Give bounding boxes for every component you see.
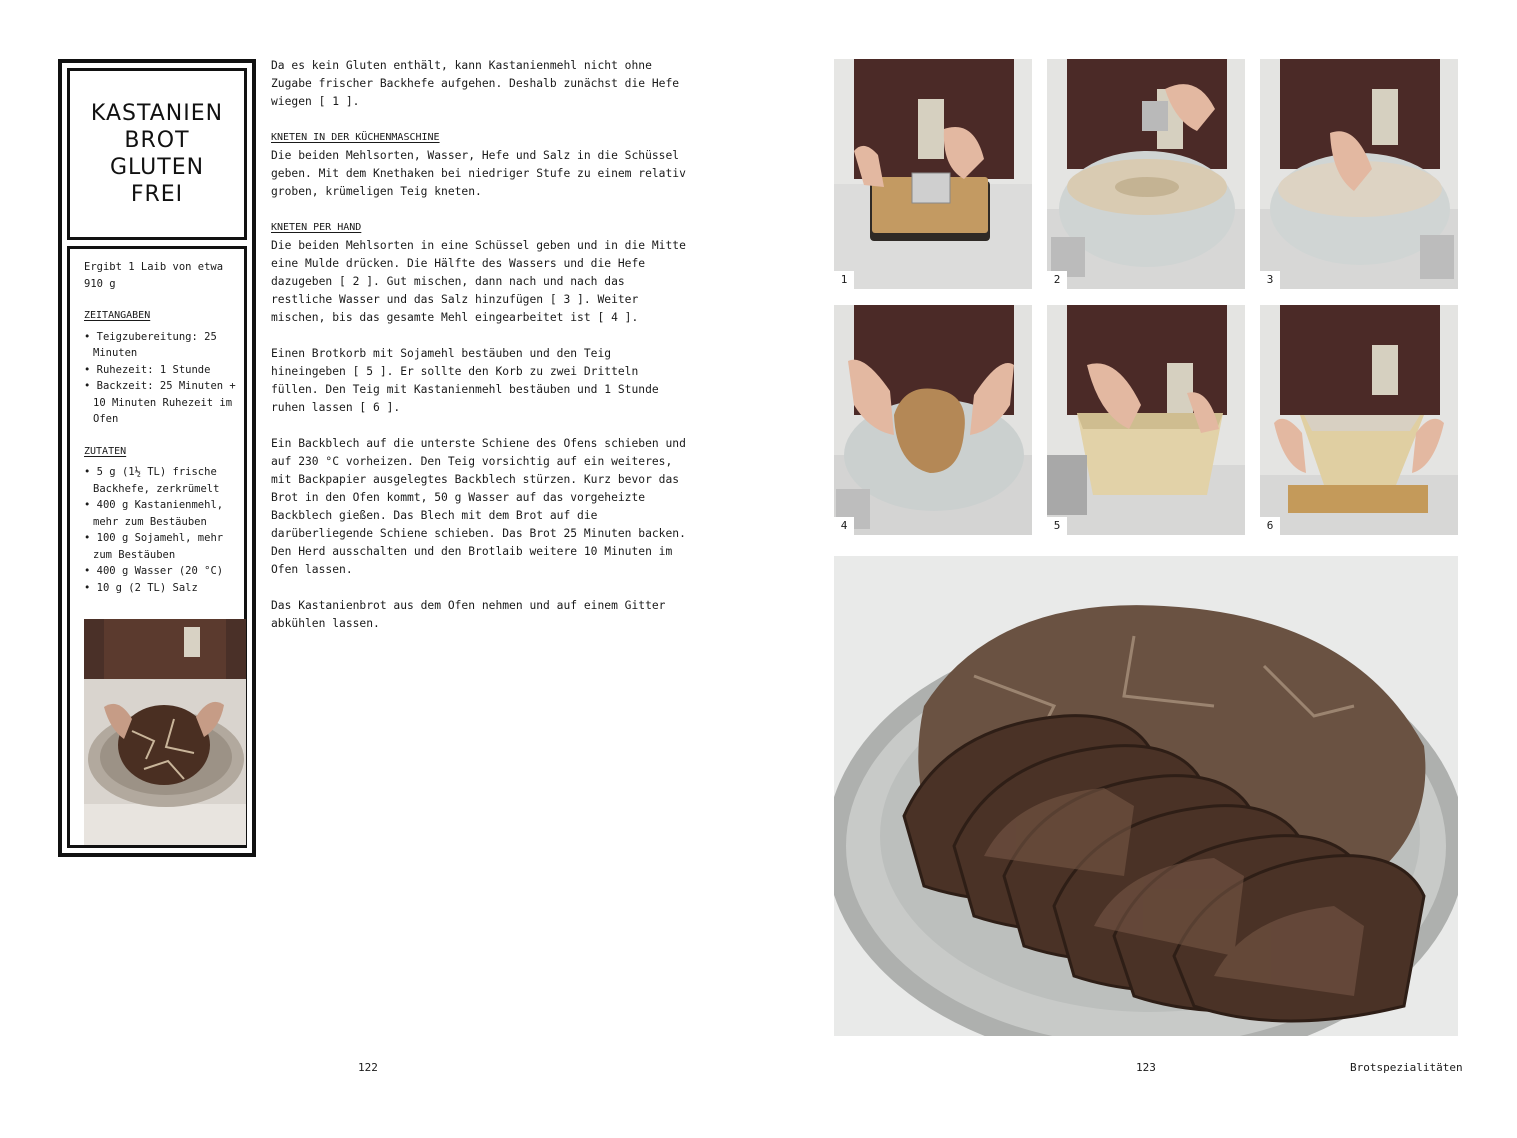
step-photo-6: [1260, 305, 1458, 535]
list-item: • 10 g (2 TL) Salz: [84, 580, 238, 597]
step-photo-3: [1260, 59, 1458, 289]
step-number: 2: [1047, 271, 1067, 289]
step-photo-5: [1047, 305, 1245, 535]
times-heading: ZEITANGABEN: [84, 310, 151, 321]
instructions-column: [271, 57, 687, 651]
basket-paragraph: Einen Brotkorb mit Sojamehl bestäuben und den Teig hineingeben [ 5 ]. Er sollte den Korb zu zwei Dritteln füllen. Den Teig mit Kastanienmehl bestäuben und 1 Stunde ruhen lassen [ 6 ].: [271, 347, 659, 414]
recipe-info: [84, 259, 238, 612]
list-item: • 400 g Kastanienmehl, mehr zum Bestäuben: [84, 497, 238, 530]
section-title: Brotspezialitäten: [1350, 1061, 1463, 1074]
recipe-title: KASTANIEN BROT GLUTEN FREI: [90, 101, 224, 207]
step-number: 3: [1260, 271, 1280, 289]
recipe-sidebar: [58, 59, 256, 857]
list-item: • 400 g Wasser (20 °C): [84, 563, 238, 580]
step-photo-1: [834, 59, 1032, 289]
list-item: • Backzeit: 25 Minuten + 10 Minuten Ruhezeit im Ofen: [84, 378, 238, 428]
ingredients-list: [84, 464, 238, 596]
list-item: • 100 g Sojamehl, mehr zum Bestäuben: [84, 530, 238, 563]
list-item: • Teigzubereitung: 25 Minuten: [84, 329, 238, 362]
step-number: 4: [834, 517, 854, 535]
bake-paragraph: Ein Backblech auf die unterste Schiene des Ofens schieben und auf 230 °C vorheizen. Den Teig vorsichtig auf ein weiteres, mit Backpapier ausgelegtes Backblech stürzen. Kurz bevor das Brot in den Ofen kommt, 50 g Wasser auf das vorgeheizte Backblech gießen. Das Blech mit dem Brot auf die darüberliegende Schiene schieben. Das Brot 25 Minuten backen. Den Herd ausschalten und den Brotlaib weitere 10 Minuten im Ofen lassen.: [271, 437, 686, 576]
sliced-bread-photo: [834, 556, 1458, 1036]
list-item: • Ruhezeit: 1 Stunde: [84, 362, 238, 379]
step-photo-2: [1047, 59, 1245, 289]
page-number-left: 122: [358, 1061, 378, 1074]
step-number: 1: [834, 271, 854, 289]
step-number: 6: [1260, 517, 1280, 535]
hand-paragraph: Die beiden Mehlsorten in eine Schüssel geben und in die Mitte eine Mulde drücken. Die Hälfte des Wassers und die Hefe dazugeben [ 2 ]. Gut mischen, dann nach und nach das restliche Wasser und das Salz hinzufügen [ 3 ]. Weiter mischen, bis das gesamte Mehl eingearbeitet ist [ 4 ].: [271, 239, 686, 324]
cool-paragraph: Das Kastanienbrot aus dem Ofen nehmen und auf einem Gitter abkühlen lassen.: [271, 599, 666, 630]
page-number-right: 123: [1136, 1061, 1156, 1074]
machine-heading: KNETEN IN DER KÜCHENMASCHINE: [271, 132, 440, 143]
ingredients-heading: ZUTATEN: [84, 445, 127, 457]
intro-paragraph: Da es kein Gluten enthält, kann Kastanienmehl nicht ohne Zugabe frischer Backhefe aufgehen. Deshalb zunächst die Hefe wiegen [ 1 ].: [271, 59, 680, 108]
yield-text: Ergibt 1 Laib von etwa 910 g: [84, 261, 224, 290]
hand-heading: KNETEN PER HAND: [271, 222, 362, 233]
recipe-info-box: [67, 246, 247, 848]
list-item: • 5 g (1½ TL) frische Backhefe, zerkrümelt: [84, 464, 238, 497]
step-number: 5: [1047, 517, 1067, 535]
times-list: [84, 329, 238, 428]
title-box: [67, 68, 247, 240]
machine-paragraph: Die beiden Mehlsorten, Wasser, Hefe und Salz in die Schüssel geben. Mit dem Knethaken bei niedriger Stufe zu einem relativ groben, krümeligen Teig kneten.: [271, 149, 686, 198]
step-photo-4: [834, 305, 1032, 535]
finished-loaf-photo: [84, 619, 246, 845]
